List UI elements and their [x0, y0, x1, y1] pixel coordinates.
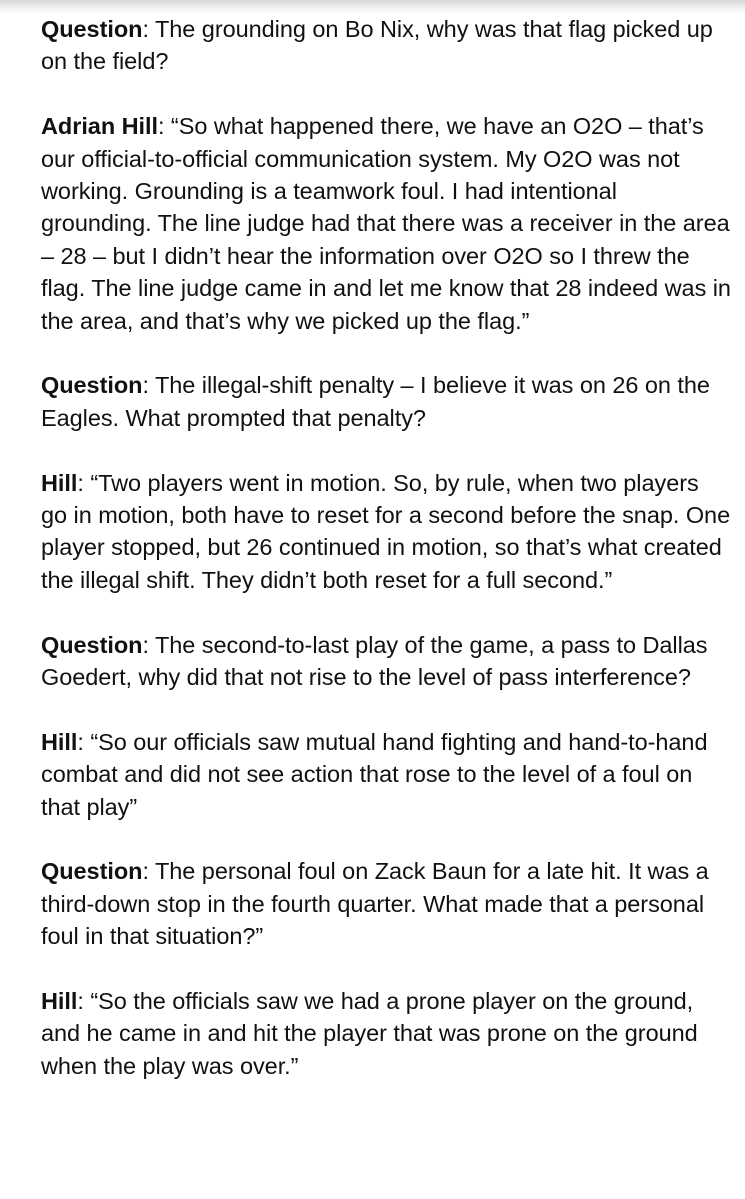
transcript-paragraph	[41, 110, 731, 337]
paragraph-text: : The illegal-shift penalty – I believe it was on 26 on the Eagles. What prompted that penalty?	[41, 372, 710, 431]
transcript	[41, 13, 731, 1082]
paragraph-text: : “So what happened there, we have an O2O – that’s our official-to-official communication system. My O2O was not working. Grounding is a teamwork foul. I had intentional grounding. The line judge had that there was a receiver in the area – 28 – but I didn’t hear the information over O2O so I threw the flag. The line judge came in and let me know that 28 indeed was in the area, and that’s why we picked up the flag.”	[41, 113, 731, 334]
transcript-paragraph	[41, 855, 731, 952]
transcript-paragraph	[41, 369, 731, 434]
transcript-paragraph	[41, 467, 731, 597]
speaker-label: Question	[41, 16, 143, 42]
paragraph-text: : “So our officials saw mutual hand fighting and hand-to-hand combat and did not see action that rose to the level of a foul on that play”	[41, 728, 708, 820]
paragraph-text: : The personal foul on Zack Baun for a late hit. It was a third-down stop in the fourth quarter. What made that a personal foul in that situation?”	[41, 858, 709, 950]
paragraph-text: : “So the officials saw we had a prone player on the ground, and he came in and hit the player that was prone on the ground when the play was over.”	[41, 988, 698, 1079]
transcript-paragraph	[41, 985, 731, 1082]
transcript-paragraph	[41, 629, 731, 694]
transcript-paragraph	[41, 13, 731, 78]
paragraph-text: : The second-to-last play of the game, a pass to Dallas Goedert, why did that not rise to the level of pass interference?	[41, 631, 708, 691]
speaker-label: Question	[41, 631, 143, 658]
paragraph-text: : “Two players went in motion. So, by rule, when two players go in motion, both have to reset for a second before the snap. One player stopped, but 26 continued in motion, so that’s what created the illegal shift. They didn’t both reset for a full second.”	[41, 469, 731, 593]
speaker-label: Adrian Hill	[41, 113, 158, 140]
speaker-label: Question	[41, 858, 143, 885]
top-edge-shadow	[0, 0, 745, 14]
speaker-label: Hill	[41, 469, 78, 496]
transcript-paragraph	[41, 726, 731, 823]
paragraph-text: : The grounding on Bo Nix, why was that flag picked up on the field?	[41, 16, 713, 75]
speaker-label: Question	[41, 372, 143, 399]
speaker-label: Hill	[41, 988, 78, 1015]
speaker-label: Hill	[41, 728, 78, 755]
